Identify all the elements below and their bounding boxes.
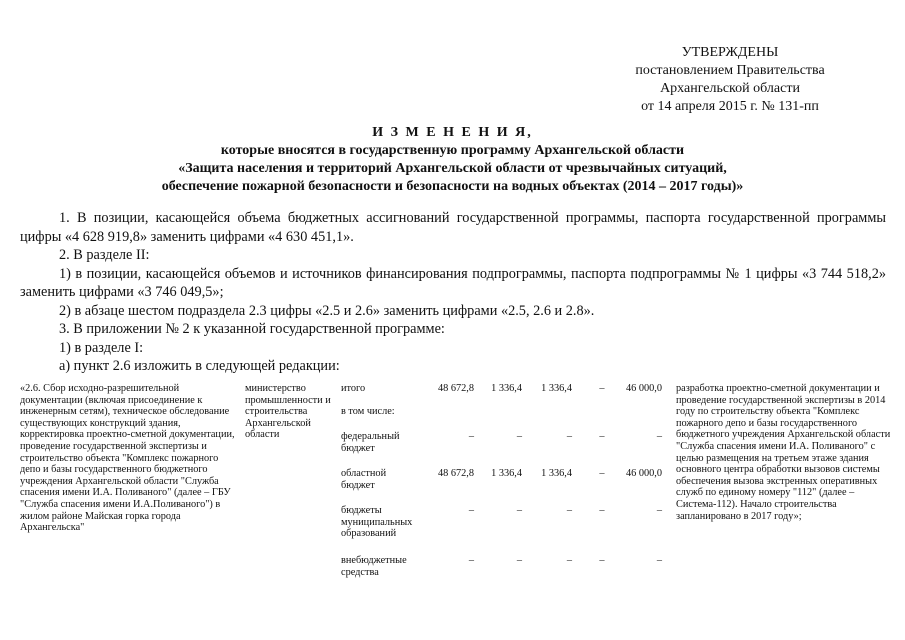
row-label: итого [341, 383, 366, 394]
table-cell-value: – [599, 555, 605, 566]
heading-line: которые вносятся в государственную программу Архангельской области [220, 143, 685, 158]
approval-line: Архангельской области [660, 81, 800, 96]
approval-date: от 14 апреля 2015 г. № 131-пп [641, 99, 819, 114]
row-label: бюджеты муниципальных образований [341, 505, 413, 540]
table-cell-executor: министерство промышленности и строительства Архангельской области [245, 383, 331, 441]
paragraph: 1. В позиции, касающейся объема бюджетных ассигнований государственной программы, паспорта государственной программы цифры «4 628 919,8» заменить цифрами «4 630 451,1». [20, 210, 886, 245]
table-cell-result: разработка проектно-сметной документации и проведение государственной экспертизы в 2014 году по строительству объекта "Комплекс пожарного депо и базы государственного бюджетного учреждения Архангельской области "Служба спасения имени И.А. Поливаного" с целью размещения на третьем этаже здания основного центра обработки вызовов системы обеспечения вызова экстренных оперативных служб по единому номеру "112" (далее – Система-112). Начало строительства запланировано в 2017 году»; [676, 383, 891, 522]
table-cell-value: – [566, 505, 572, 516]
row-label: в том числе: [341, 406, 395, 417]
table-cell-value: – [516, 431, 522, 442]
table-cell-value: 48 672,8 [437, 383, 474, 394]
document-heading [0, 124, 905, 196]
table-cell-value: 1 336,4 [541, 468, 572, 479]
table-cell-value: – [468, 555, 474, 566]
heading-line: «Защита населения и территорий Архангельской области от чрезвычайных ситуаций, [178, 161, 727, 176]
row-label: федеральный бюджет [341, 431, 400, 454]
table-cell-value: 1 336,4 [541, 383, 572, 394]
table-cell-value: 46 000,0 [625, 468, 662, 479]
table-cell-value: – [516, 555, 522, 566]
paragraph: а) пункт 2.6 изложить в следующей редакции: [59, 358, 340, 374]
table-cell-value: – [656, 505, 662, 516]
table-cell-value: 48 672,8 [437, 468, 474, 479]
table-cell-value: – [599, 505, 605, 516]
table-cell-event: «2.6. Сбор исходно-разрешительной документации (включая присоединение к инженерным сетям), техническое обследование существующих конструкций здания, корректировка проектно-сметной документации, проведение государственной экспертизы и строительство объекта "Комплекс пожарного депо и базы государственного бюджетного учреждения Архангельской области "Служба спасения имени И.А. Поливаного" (далее – ГБУ "Служба спасения имени И.А.Поливаного") в жилом районе Майская горка города Архангельска" [20, 383, 235, 534]
document-title: И З М Е Н Е Н И Я, [372, 125, 533, 140]
approval-title: УТВЕРЖДЕНЫ [681, 45, 779, 60]
approval-block [610, 44, 850, 116]
heading-line: обеспечение пожарной безопасности и безопасности на водных объектах (2014 – 2017 годы)» [161, 179, 744, 194]
table-cell-value: – [516, 505, 522, 516]
row-label: областной бюджет [341, 468, 387, 491]
table-cell-value: – [599, 383, 605, 394]
paragraph: 1) в позиции, касающейся объемов и источников финансирования подпрограммы, паспорта подпрограммы № 1 цифры «3 744 518,2» заменить цифрами «3 746 049,5»; [20, 265, 886, 300]
document-body [20, 209, 886, 376]
paragraph: 1) в разделе I: [59, 339, 144, 356]
table-cell-value: – [468, 431, 474, 442]
table-cell-value: 46 000,0 [625, 383, 662, 394]
table-cell-value: – [656, 431, 662, 442]
table-cell-value: – [656, 555, 662, 566]
table-cell-value: – [599, 468, 605, 479]
approval-line: постановлением Правительства [635, 63, 825, 78]
table-cell-value: – [566, 555, 572, 566]
table-cell-value: – [468, 505, 474, 516]
paragraph: 2) в абзаце шестом подраздела 2.3 цифры «2.5 и 2.6» заменить цифрами «2.5, 2.6 и 2.8». [59, 302, 595, 319]
table-cell-value: 1 336,4 [491, 468, 522, 479]
table-cell-value: 1 336,4 [491, 383, 522, 394]
row-label: внебюджетные средства [341, 555, 407, 578]
table-cell-value: – [599, 431, 605, 442]
table-cell-value: – [566, 431, 572, 442]
paragraph: 3. В приложении № 2 к указанной государственной программе: [59, 321, 445, 337]
paragraph: 2. В разделе II: [59, 247, 150, 263]
